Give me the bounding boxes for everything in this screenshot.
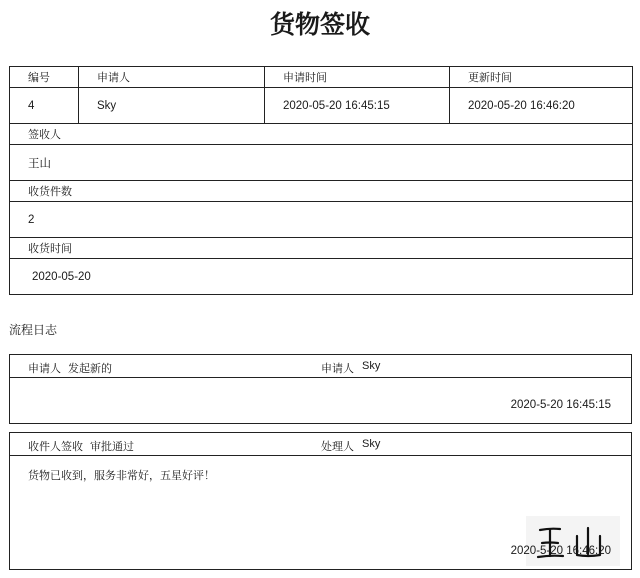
info-table <box>9 66 633 295</box>
header-id: 编号 <box>10 67 79 88</box>
log-entry-body <box>10 378 631 424</box>
signer-value-row <box>10 145 633 181</box>
count-header-row <box>10 181 633 202</box>
value-apply-time: 2020-05-20 16:45:15 <box>265 88 450 124</box>
log-handler: Sky <box>362 360 381 372</box>
receive-header-row <box>10 238 633 259</box>
log-entry <box>9 432 632 570</box>
count-value: 2 <box>10 202 633 238</box>
table-row <box>10 88 633 124</box>
header-applicant: 申请人 <box>79 67 265 88</box>
count-value-row <box>10 202 633 238</box>
log-comment: 货物已收到，服务非常好，五星好评！ <box>28 470 215 482</box>
log-action: 审批通过 <box>90 441 134 453</box>
log-entry-body <box>10 456 631 570</box>
log-handler: Sky <box>362 438 381 450</box>
signer-header-row <box>10 124 633 145</box>
log-entry-header <box>10 433 631 456</box>
log-time: 2020-5-20 16:45:15 <box>510 399 611 411</box>
log-action: 发起新的 <box>68 363 112 375</box>
receive-value: 2020-05-20 <box>10 259 633 295</box>
log-handler-label: 申请人 <box>321 363 354 375</box>
log-time: 2020-5-20 16:46:20 <box>510 545 611 557</box>
log-section-title: 流程日志 <box>9 323 58 337</box>
signature-image <box>526 516 620 566</box>
receive-value-row <box>10 259 633 295</box>
signer-label: 签收人 <box>10 124 633 145</box>
log-handler-label: 处理人 <box>321 441 354 453</box>
count-label: 收货件数 <box>10 181 633 202</box>
header-update-time: 更新时间 <box>450 67 633 88</box>
signer-value: 王山 <box>10 145 633 181</box>
value-update-time: 2020-05-20 16:46:20 <box>450 88 633 124</box>
value-applicant: Sky <box>79 88 265 124</box>
log-entry-header <box>10 355 631 378</box>
log-entry <box>9 354 632 424</box>
table-header-row <box>10 67 633 88</box>
value-id: 4 <box>10 88 79 124</box>
page-title: 货物签收 <box>269 10 370 39</box>
receive-label: 收货时间 <box>10 238 633 259</box>
log-role: 申请人 <box>28 363 61 375</box>
header-apply-time: 申请时间 <box>265 67 450 88</box>
log-role: 收件人签收 <box>28 441 83 453</box>
